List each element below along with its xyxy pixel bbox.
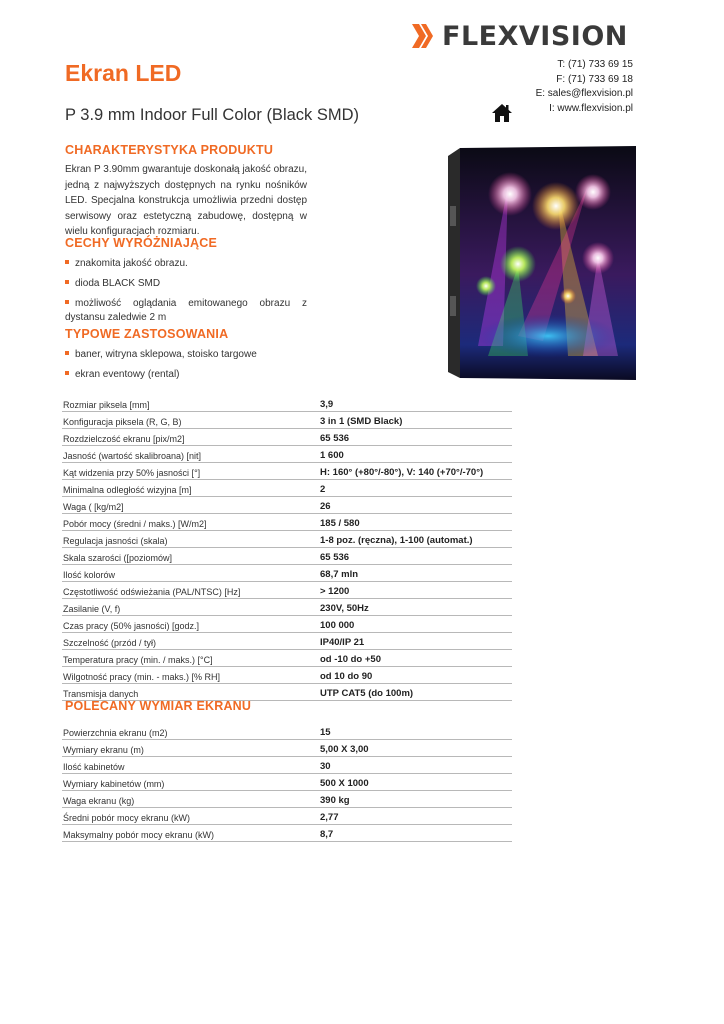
table-row [62, 445, 512, 462]
spec-label: Temperatura pracy (min. / maks.) [°C] [62, 649, 320, 666]
spec-value: 230V, 50Hz [320, 598, 512, 615]
features-list [65, 257, 307, 331]
spec-value: 390 kg [320, 790, 512, 807]
spec-label: Średni pobór mocy ekranu (kW) [62, 807, 320, 824]
spec-label: Powierzchnia ekranu (m2) [62, 722, 320, 739]
spec-label: Rozdzielczość ekranu [pix/m2] [62, 428, 320, 445]
table-row [62, 411, 512, 428]
spec-value: 15 [320, 722, 512, 739]
spec-label: Skala szarości ([poziomów] [62, 547, 320, 564]
spec-value: 2,77 [320, 807, 512, 824]
spec-label: Wymiary ekranu (m) [62, 739, 320, 756]
list-item: dioda BLACK SMD [65, 277, 307, 291]
spec-value: 5,00 X 3,00 [320, 739, 512, 756]
table-row [62, 722, 512, 739]
table-row [62, 649, 512, 666]
spec-label: Zasilanie (V, f) [62, 598, 320, 615]
table-row [62, 756, 512, 773]
table-row [62, 824, 512, 841]
spec-label: Regulacja jasności (skala) [62, 530, 320, 547]
bullet-square-icon [65, 351, 69, 355]
spec-value: 1 600 [320, 445, 512, 462]
spec-value: 8,7 [320, 824, 512, 841]
spec-label: Pobór mocy (średni / maks.) [W/m2] [62, 513, 320, 530]
spec-label: Konfiguracja piksela (R, G, B) [62, 411, 320, 428]
spec-value: 500 X 1000 [320, 773, 512, 790]
table-row [62, 790, 512, 807]
spec-value: 100 000 [320, 615, 512, 632]
table-row [62, 807, 512, 824]
table-row [62, 462, 512, 479]
table-row [62, 496, 512, 513]
table-row [62, 739, 512, 756]
bullet-square-icon [65, 371, 69, 375]
spec-label: Wilgotność pracy (min. - maks.) [% RH] [62, 666, 320, 683]
spec-value: UTP CAT5 (do 100m) [320, 683, 512, 700]
spec-value: > 1200 [320, 581, 512, 598]
spec-value: od -10 do +50 [320, 649, 512, 666]
recommended-heading: POLECANY WYMIAR EKRANU [65, 699, 252, 713]
led-screen-image [448, 146, 636, 380]
table-row [62, 479, 512, 496]
table-row [62, 428, 512, 445]
spec-value: 3 in 1 (SMD Black) [320, 411, 512, 428]
table-row [62, 683, 512, 700]
spec-value: 2 [320, 479, 512, 496]
table-row [62, 394, 512, 411]
spec-label: Czas pracy (50% jasności) [godz.] [62, 615, 320, 632]
brand-logo [412, 20, 628, 52]
spec-value: 68,7 mln [320, 564, 512, 581]
table-row [62, 632, 512, 649]
list-item: znakomita jakość obrazu. [65, 257, 307, 271]
table-row [62, 530, 512, 547]
spec-label: Minimalna odległość wizyjna [m] [62, 479, 320, 496]
table-row [62, 547, 512, 564]
page-title: Ekran LED [65, 60, 182, 86]
spec-label: Waga ( [kg/m2] [62, 496, 320, 513]
list-item: ekran eventowy (rental) [65, 368, 307, 382]
spec-label: Częstotliwość odświeżania (PAL/NTSC) [Hz] [62, 581, 320, 598]
spec-value: IP40/IP 21 [320, 632, 512, 649]
applications-list [65, 348, 307, 388]
table-row [62, 773, 512, 790]
characteristics-heading: CHARAKTERYSTYKA PRODUKTU [65, 143, 274, 157]
contact-phone: T: (71) 733 69 15 [557, 59, 633, 70]
spec-value: 3,9 [320, 394, 512, 411]
spec-value: 26 [320, 496, 512, 513]
flexvision-logo-mark [412, 22, 434, 50]
spec-value: od 10 do 90 [320, 666, 512, 683]
bullet-square-icon [65, 260, 69, 264]
table-row [62, 598, 512, 615]
spec-label: Waga ekranu (kg) [62, 790, 320, 807]
recommended-table [62, 722, 512, 842]
spec-value: 65 536 [320, 428, 512, 445]
contact-block [536, 58, 633, 116]
spec-label: Maksymalny pobór mocy ekranu (kW) [62, 824, 320, 841]
characteristics-text: Ekran P 3.90mm gwarantuje doskonałą jakość obrazu, jedną z najwyższych dostępnych na rynku nośników LED. Specjalna konstrukcja umożliwia przedni dostęp serwisowy oraz estetyczną zabudowę, dostępną w wielu konfiguracjach rozmiaru. [65, 164, 307, 237]
spec-value: 65 536 [320, 547, 512, 564]
spec-label: Ilość kolorów [62, 564, 320, 581]
spec-value: 185 / 580 [320, 513, 512, 530]
contact-fax: F: (71) 733 69 18 [556, 73, 633, 85]
table-row [62, 666, 512, 683]
spec-table [62, 394, 512, 701]
spec-label: Jasność (wartość skalibroana) [nit] [62, 445, 320, 462]
table-row [62, 581, 512, 598]
contact-web[interactable]: I: www.flexvision.pl [549, 102, 633, 114]
list-item: baner, witryna sklepowa, stoisko targowe [65, 348, 307, 362]
spec-value: 30 [320, 756, 512, 773]
list-item: możliwość oglądania emitowanego obrazu z dystansu zaledwie 2 m [65, 298, 307, 323]
bullet-square-icon [65, 300, 69, 304]
spec-label: Rozmiar piksela [mm] [62, 394, 320, 411]
product-subtitle: P 3.9 mm Indoor Full Color (Black SMD) [65, 106, 360, 124]
brand-name: FLEXVISION [442, 20, 628, 52]
contact-email[interactable]: E: sales@flexvision.pl [535, 88, 633, 99]
applications-heading: TYPOWE ZASTOSOWANIA [65, 327, 229, 341]
table-row [62, 513, 512, 530]
table-row [62, 615, 512, 632]
spec-label: Wymiary kabinetów (mm) [62, 773, 320, 790]
spec-label: Transmisja danych [62, 683, 320, 700]
features-heading: CECHY WYRÓŻNIAJĄCE [65, 236, 217, 250]
spec-label: Szczelność (przód / tył) [62, 632, 320, 649]
table-row [62, 564, 512, 581]
bullet-square-icon [65, 280, 69, 284]
spec-label: Kąt widzenia przy 50% jasności [°] [62, 462, 320, 479]
home-icon[interactable] [492, 104, 512, 122]
spec-value: H: 160° (+80°/-80°), V: 140 (+70°/-70°) [320, 462, 512, 479]
spec-value: 1-8 poz. (ręczna), 1-100 (automat.) [320, 530, 512, 547]
spec-label: Ilość kabinetów [62, 756, 320, 773]
